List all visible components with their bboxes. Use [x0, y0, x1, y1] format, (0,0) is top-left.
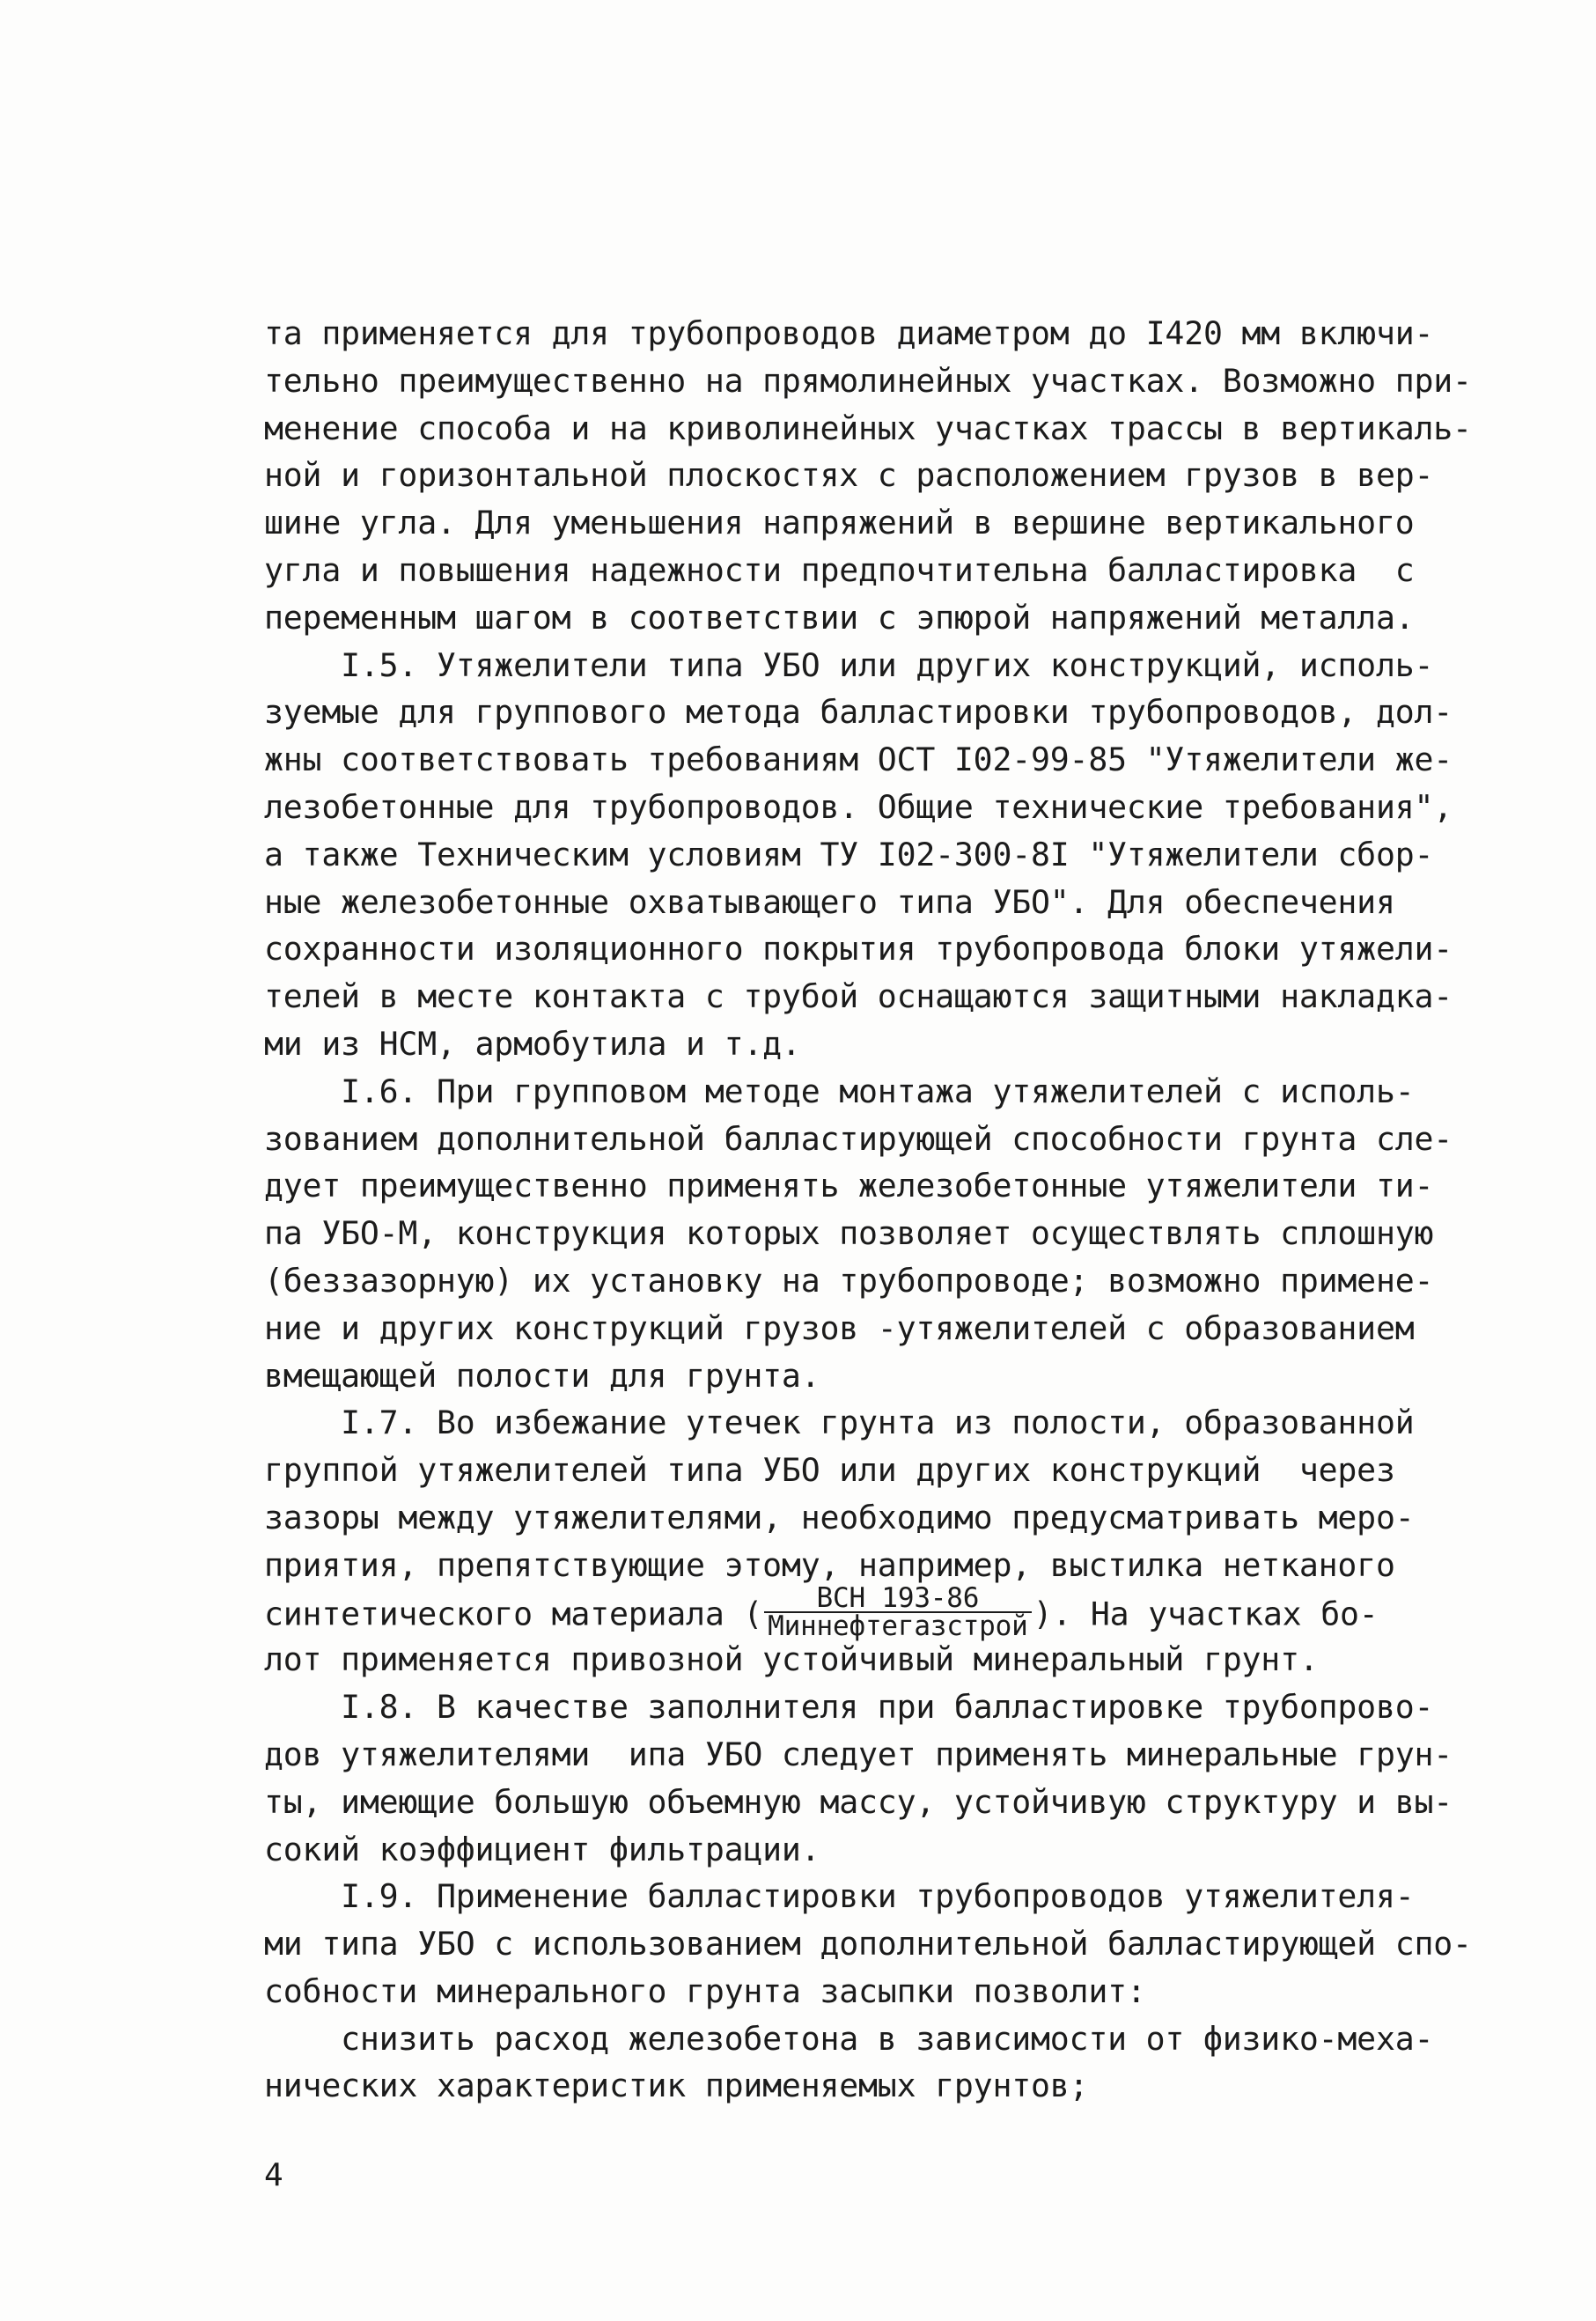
- text-line: шине угла. Для уменьшения напряжений в вершине вертикального: [264, 504, 1415, 542]
- text-line: приятия, препятствующие этому, например, выстилка нетканого: [264, 1545, 1395, 1584]
- reference-fraction: [764, 1581, 1031, 1642]
- text-line: (беззазорную) их установку на трубопроводе; возможно примене-: [264, 1261, 1434, 1300]
- text-line: ние и других конструкций грузов -утяжелителей с образованием: [264, 1308, 1415, 1347]
- text-line: группой утяжелителей типа УБО или других конструкций через: [264, 1451, 1395, 1490]
- text-line: зованием дополнительной балластирующей способности грунта сле-: [264, 1119, 1453, 1158]
- text-line: зазоры между утяжелителями, необходимо предусматривать меро-: [264, 1498, 1415, 1536]
- fraction-denominator: Миннефтегазстрой: [768, 1610, 1028, 1642]
- text-line: лезобетонные для трубопроводов. Общие технические требования",: [264, 787, 1453, 826]
- text-line: лот применяется привозной устойчивый минеральный грунт.: [264, 1640, 1319, 1679]
- body-text: [264, 310, 1472, 2110]
- text-line: телей в месте контакта с трубой оснащаются защитными накладка-: [264, 977, 1453, 1016]
- text-line: I.5. Утяжелители типа УБО или других конструкций, исполь-: [264, 645, 1434, 684]
- text-line: зуемые для группового метода балластировки трубопроводов, дол-: [264, 693, 1453, 732]
- text-line: вмещающей полости для грунта.: [264, 1356, 820, 1395]
- text-line: ми типа УБО с использованием дополнительной балластирующей спо-: [264, 1925, 1472, 1964]
- text-line: ты, имеющие большую объемную массу, устойчивую структуру и вы-: [264, 1782, 1453, 1821]
- fraction-line-before: синтетического материала (: [264, 1595, 763, 1633]
- text-line-with-fraction: [264, 1581, 1435, 1642]
- text-line: ми из НСМ, армобутила и т.д.: [264, 1024, 801, 1063]
- text-line: а также Техническим условиям ТУ I02-300-8I "Утяжелители сбор-: [264, 835, 1434, 873]
- fraction-line-after: ). На участках бо-: [1033, 1595, 1379, 1633]
- text-line: I.7. Во избежание утечек грунта из полости, образованной: [264, 1404, 1415, 1442]
- text-line: I.8. В качестве заполнителя при балластировке трубопрово-: [264, 1688, 1434, 1727]
- text-line: та применяется для трубопроводов диаметром до I420 мм включи-: [264, 314, 1434, 352]
- text-line: переменным шагом в соответствии с эпюрой напряжений металла.: [264, 598, 1415, 637]
- text-line: менение способа и на криволинейных участках трассы в вертикаль-: [264, 409, 1472, 447]
- text-line: сохранности изоляционного покрытия трубопровода блоки утяжели-: [264, 930, 1453, 969]
- text-line: угла и повышения надежности предпочтительна балластировка с: [264, 550, 1415, 589]
- text-line: снизить расход железобетона в зависимости от физико-меха-: [264, 2019, 1434, 2058]
- text-line: нических характеристик применяемых грунтов;: [264, 2067, 1089, 2105]
- page-number: 4: [264, 2157, 283, 2193]
- fraction-numerator: ВСН 193-86: [764, 1586, 1031, 1613]
- text-line: тельно преимущественно на прямолинейных участках. Возможно при-: [264, 361, 1472, 400]
- text-line: I.9. Применение балластировки трубопроводов утяжелителя-: [264, 1877, 1415, 1916]
- text-line: дов утяжелителями ипа УБО следует применять минеральные грун-: [264, 1735, 1453, 1773]
- text-line: па УБО-М, конструкция которых позволяет осуществлять сплошную: [264, 1214, 1434, 1253]
- text-line: I.6. При групповом методе монтажа утяжелителей с исполь-: [264, 1072, 1415, 1110]
- text-line: сокий коэффициент фильтрации.: [264, 1830, 820, 1868]
- text-line: ной и горизонтальной плоскостях с расположением грузов в вер-: [264, 456, 1434, 495]
- text-line: дует преимущественно применять железобетонные утяжелители ти-: [264, 1167, 1434, 1205]
- text-line: собности минерального грунта засыпки позволит:: [264, 1971, 1146, 2010]
- text-line: жны соответствовать требованиям ОСТ I02-99-85 "Утяжелители же-: [264, 741, 1453, 779]
- text-line: ные железобетонные охватывающего типа УБО". Для обеспечения: [264, 882, 1395, 921]
